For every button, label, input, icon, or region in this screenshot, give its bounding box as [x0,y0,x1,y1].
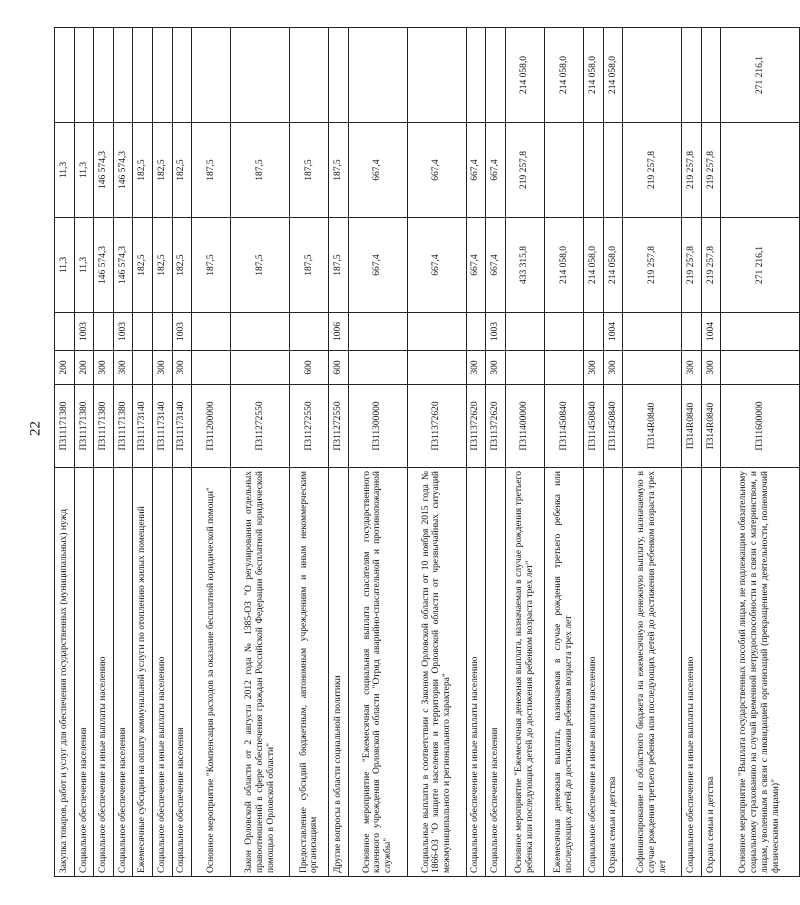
row-target-article-cell: П311173140 [133,385,153,468]
row-federal-cell: 271 216,1 [721,28,799,123]
row-federal-cell [329,28,349,123]
row-expense-type-cell: 300 [113,351,133,385]
table-row [584,28,604,877]
row-name-cell: Основное мероприятие "Компенсация расходов за оказание бесплатной юридической помощи" [192,468,231,877]
table-row [486,28,506,877]
row-regional-cell: 219 257,8 [701,123,721,218]
row-regional-cell: 667,4 [348,123,407,218]
row-total-cell: 219 257,8 [623,218,682,313]
row-name-cell: Софинансирование из областного бюджета на ежемесячную денежную выплату, назначаемую в случае рождения третьего ребенка или последующих детей до достижения ребенком возраста трех лет [623,468,682,877]
row-federal-cell [172,28,192,123]
row-name-cell: Ежемесячная денежная выплата, назначаемая в случае рождения третьего ребенка или последующих детей до достижения ребенком возраста трех лет [544,468,583,877]
row-section-cell [290,313,329,351]
row-regional-cell: 187,5 [192,123,231,218]
row-total-cell: 219 257,8 [682,218,702,313]
row-expense-type-cell [348,351,407,385]
row-expense-type-cell: 300 [94,351,114,385]
row-federal-cell [290,28,329,123]
table-row [623,28,682,877]
row-regional-cell: 146 574,3 [94,123,114,218]
table-row [55,28,75,877]
row-expense-type-cell: 600 [290,351,329,385]
row-target-article-cell: П311372620 [466,385,486,468]
row-section-cell [544,313,583,351]
row-regional-cell: 667,4 [486,123,506,218]
row-total-cell: 214 058,0 [584,218,604,313]
row-federal-cell: 214 058,0 [505,28,544,123]
row-name-cell: Социальное обеспечение населения [172,468,192,877]
row-regional-cell: 146 574,3 [113,123,133,218]
table-row [231,28,290,877]
row-total-cell: 187,5 [192,218,231,313]
row-total-cell: 214 058,0 [544,218,583,313]
row-regional-cell: 219 257,8 [623,123,682,218]
row-name-cell: Социальное обеспечение населения [486,468,506,877]
row-expense-type-cell [407,351,466,385]
row-federal-cell [486,28,506,123]
row-expense-type-cell: 300 [682,351,702,385]
row-total-cell: 187,5 [290,218,329,313]
row-section-cell [466,313,486,351]
row-expense-type-cell: 300 [152,351,172,385]
page-number: 22 [27,421,44,436]
row-regional-cell: 11,3 [74,123,94,218]
row-regional-cell: 182,5 [133,123,153,218]
row-expense-type-cell: 200 [74,351,94,385]
row-section-cell [407,313,466,351]
table-row [172,28,192,877]
row-regional-cell: 187,5 [290,123,329,218]
row-target-article-cell: П311272550 [329,385,349,468]
row-expense-type-cell [192,351,231,385]
row-regional-cell: 219 257,8 [682,123,702,218]
row-regional-cell [721,123,799,218]
row-target-article-cell: П311300000 [348,385,407,468]
row-regional-cell: 187,5 [329,123,349,218]
row-name-cell: Охрана семьи и детства [603,468,623,877]
row-name-cell: Социальные выплаты в соответствии с Законом Орловской области от 10 ноября 2015 года № 1866-ОЗ "О защите населения и территории Орловской области от чрезвычайных ситуаций межмуниципального и регионального характера" [407,468,466,877]
row-expense-type-cell: 300 [486,351,506,385]
row-regional-cell [584,123,604,218]
table-row [682,28,702,877]
row-target-article-cell: П311171380 [94,385,114,468]
row-total-cell: 187,5 [329,218,349,313]
row-section-cell: 1004 [603,313,623,351]
row-name-cell: Социальное обеспечение и иные выплаты населению [466,468,486,877]
table-row [603,28,623,877]
table-row [466,28,486,877]
row-target-article-cell: П311450840 [544,385,583,468]
row-federal-cell [407,28,466,123]
row-total-cell: 214 058,0 [603,218,623,313]
table-row [94,28,114,877]
row-section-cell [721,313,799,351]
row-total-cell: 219 257,8 [701,218,721,313]
row-federal-cell [348,28,407,123]
row-name-cell: Основное мероприятие "Ежемесячная социальная выплата спасателям государственного казенного учреждения Орловской области "Отряд аварийно-спасательной и противопожарной службы" [348,468,407,877]
row-total-cell: 667,4 [486,218,506,313]
row-section-cell [682,313,702,351]
row-name-cell: Предоставление субсидий бюджетным, автономным учреждениям и иным некоммерческим организациям [290,468,329,877]
row-section-cell: 1003 [113,313,133,351]
row-regional-cell: 182,5 [172,123,192,218]
row-section-cell [133,313,153,351]
table-row [544,28,583,877]
row-regional-cell: 11,3 [55,123,75,218]
row-total-cell: 667,4 [466,218,486,313]
table-row [152,28,172,877]
table-row [192,28,231,877]
row-federal-cell [192,28,231,123]
row-name-cell: Социальное обеспечение населения [74,468,94,877]
row-section-cell [152,313,172,351]
table-row [133,28,153,877]
row-target-article-cell: П314R0840 [701,385,721,468]
row-federal-cell [682,28,702,123]
row-expense-type-cell [623,351,682,385]
row-expense-type-cell: 300 [466,351,486,385]
row-target-article-cell: П311272550 [290,385,329,468]
row-target-article-cell: П311171380 [55,385,75,468]
row-expense-type-cell: 300 [603,351,623,385]
row-name-cell: Социальное обеспечение и иные выплаты населению [584,468,604,877]
row-name-cell: Социальное обеспечение и иные выплаты населению [94,468,114,877]
row-total-cell: 187,5 [231,218,290,313]
table-row [348,28,407,877]
row-section-cell: 1004 [701,313,721,351]
row-target-article-cell: П311450840 [603,385,623,468]
row-expense-type-cell [721,351,799,385]
row-federal-cell [55,28,75,123]
row-federal-cell [74,28,94,123]
row-total-cell: 667,4 [348,218,407,313]
table-row [329,28,349,877]
row-federal-cell [152,28,172,123]
row-target-article-cell: П311171380 [113,385,133,468]
row-name-cell: Закупка товаров, работ и услуг для обеспечения государственных (муниципальных) нужд [55,468,75,877]
row-expense-type-cell: 300 [172,351,192,385]
row-expense-type-cell: 300 [584,351,604,385]
row-target-article-cell: П311372620 [407,385,466,468]
row-section-cell [623,313,682,351]
row-name-cell: Социальное обеспечение и иные выплаты населению [682,468,702,877]
row-expense-type-cell [544,351,583,385]
row-expense-type-cell: 200 [55,351,75,385]
row-name-cell: Социальное обеспечение и иные выплаты населению [152,468,172,877]
row-federal-cell [94,28,114,123]
row-total-cell: 11,3 [55,218,75,313]
row-total-cell: 11,3 [74,218,94,313]
table-row [407,28,466,877]
row-section-cell: 1006 [329,313,349,351]
table-row [721,28,799,877]
row-federal-cell [113,28,133,123]
row-expense-type-cell [231,351,290,385]
table-body [55,28,800,877]
row-target-article-cell: П311272550 [231,385,290,468]
row-section-cell [505,313,544,351]
row-section-cell [348,313,407,351]
row-expense-type-cell: 600 [329,351,349,385]
row-regional-cell: 667,4 [466,123,486,218]
row-name-cell: Ежемесячные субсидии на оплату коммунальной услуги по отоплению жилых помещений [133,468,153,877]
row-federal-cell [623,28,682,123]
row-target-article-cell: П311372620 [486,385,506,468]
row-section-cell [192,313,231,351]
row-target-article-cell: П311173140 [172,385,192,468]
row-section-cell [231,313,290,351]
table-rotator [54,28,781,877]
row-total-cell: 182,5 [133,218,153,313]
row-regional-cell [544,123,583,218]
row-section-cell [55,313,75,351]
row-federal-cell [133,28,153,123]
table-row [113,28,133,877]
row-expense-type-cell [133,351,153,385]
row-name-cell: Другие вопросы в области социальной политики [329,468,349,877]
row-federal-cell: 214 058,0 [603,28,623,123]
row-total-cell: 182,5 [172,218,192,313]
table-row [74,28,94,877]
row-target-article-cell: П311450840 [584,385,604,468]
row-total-cell: 146 574,3 [113,218,133,313]
table-row [505,28,544,877]
row-expense-type-cell: 300 [701,351,721,385]
row-regional-cell: 187,5 [231,123,290,218]
row-total-cell: 433 315,8 [505,218,544,313]
row-federal-cell: 214 058,0 [584,28,604,123]
row-name-cell: Закон Орловской области от 2 августа 2012 года № 1385-ОЗ "О регулировании отдельных правоотношений в сфере обеспечения граждан Российской Федерации бесплатной юридической помощью в Орловской области" [231,468,290,877]
table-row [701,28,721,877]
row-regional-cell: 219 257,8 [505,123,544,218]
row-expense-type-cell [505,351,544,385]
row-target-article-cell: П311173140 [152,385,172,468]
row-section-cell: 1003 [74,313,94,351]
row-total-cell: 667,4 [407,218,466,313]
row-regional-cell [603,123,623,218]
row-name-cell: Социальное обеспечение населения [113,468,133,877]
row-target-article-cell: П311600000 [721,385,799,468]
row-name-cell: Охрана семьи и детства [701,468,721,877]
row-name-cell: Основное мероприятие "Выплата государственных пособий лицам, не подлежащим обязательному социальному страхованию на случай временной нетрудоспособности и в связи с материнством, и лицам, уволенным в связи с ликвидацией организаций (прекращением деятельности, полномочий физическими лицами)" [721,468,799,877]
row-target-article-cell: П311200000 [192,385,231,468]
row-federal-cell [231,28,290,123]
row-section-cell: 1003 [172,313,192,351]
row-regional-cell: 667,4 [407,123,466,218]
row-section-cell [584,313,604,351]
row-target-article-cell: П314R0840 [682,385,702,468]
row-total-cell: 271 216,1 [721,218,799,313]
row-federal-cell: 214 058,0 [544,28,583,123]
row-federal-cell [701,28,721,123]
row-total-cell: 146 574,3 [94,218,114,313]
table-row [290,28,329,877]
budget-table [54,27,800,877]
row-target-article-cell: П311171380 [74,385,94,468]
row-section-cell: 1003 [486,313,506,351]
row-regional-cell: 182,5 [152,123,172,218]
row-section-cell [94,313,114,351]
row-federal-cell [466,28,486,123]
row-target-article-cell: П311400000 [505,385,544,468]
row-target-article-cell: П314R0840 [623,385,682,468]
row-total-cell: 182,5 [152,218,172,313]
row-name-cell: Основное мероприятие "Ежемесячная денежная выплата, назначаемая в случае рождения третьего ребенка или последующих детей до достижения ребенком возраста трех лет" [505,468,544,877]
